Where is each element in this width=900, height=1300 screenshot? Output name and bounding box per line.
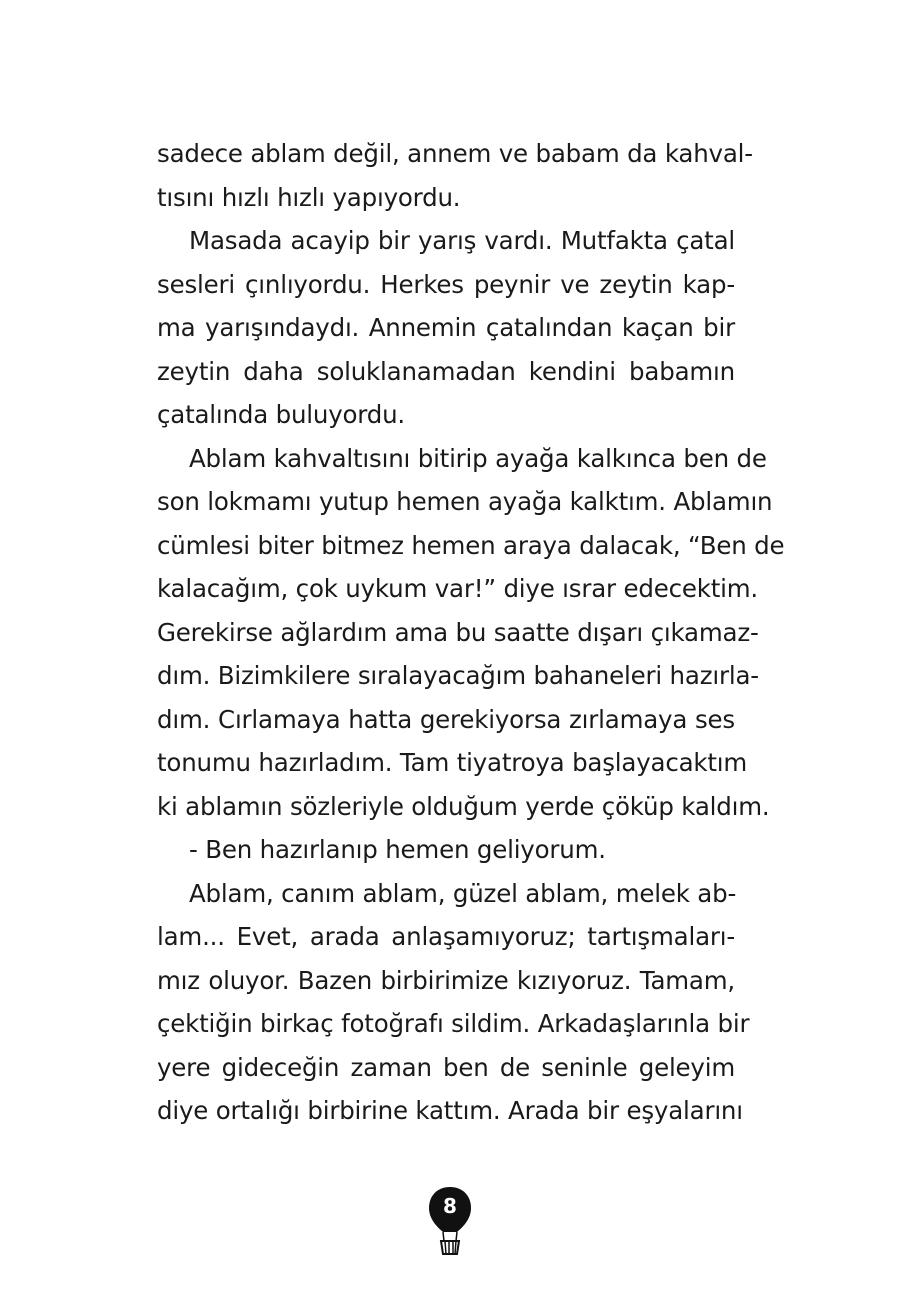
page-number-badge (428, 1186, 472, 1256)
text-line: Masada acayip bir yarış vardı. Mutfakta çatal (189, 226, 735, 255)
text-line: tonumu hazırladım. Tam tiyatroya başlayacaktım (157, 748, 748, 777)
text-line: dım. Cırlamaya hatta gerekiyorsa zırlamaya ses (157, 704, 735, 734)
text-line: kalacağım, çok uykum var!” diye ısrar edecektim. (157, 574, 758, 603)
text-line: zeytin daha soluklanamadan kendini babamın (157, 356, 735, 386)
text-line: son lokmamı yutup hemen ayağa kalktım. Ablamın (157, 487, 773, 516)
text-line: çatalında buluyordu. (157, 400, 406, 429)
text-line: Ablam kahvaltısını bitirip ayağa kalkınca ben de (189, 443, 767, 473)
page-number: 8 (443, 1194, 457, 1218)
text-line: sadece ablam değil, annem ve babam da kahval- (157, 139, 753, 168)
text-line: Gerekirse ağlardım ama bu saatte dışarı çıkamaz- (157, 617, 759, 647)
text-line: tısını hızlı hızlı yapıyordu. (157, 182, 461, 212)
text-line: cümlesi biter bitmez hemen araya dalacak, “Ben de (157, 530, 785, 560)
page-body-text (157, 132, 785, 1133)
text-line: sesleri çınlıyordu. Herkes peynir ve zeytin kap- (157, 269, 735, 299)
text-line: diye ortalığı birbirine kattım. Arada bir eşyalarını (157, 1096, 743, 1125)
text-line: dım. Bizimkilere sıralayacağım bahaneleri hazırla- (157, 661, 759, 690)
text-line: Ablam, canım ablam, güzel ablam, melek ab- (189, 878, 737, 908)
text-line: ki ablamın sözleriyle olduğum yerde çöküp kaldım. (157, 791, 770, 821)
text-line: ma yarışındaydı. Annemin çatalından kaçan bir (157, 313, 735, 342)
text-line: lam... Evet, arada anlaşamıyoruz; tartışmaları- (157, 922, 735, 951)
text-line: mız oluyor. Bazen birbirimize kızıyoruz. Tamam, (157, 965, 735, 995)
dialogue-line: - Ben hazırlanıp hemen geliyorum. (189, 835, 606, 864)
text-line: çektiğin birkaç fotoğrafı sildim. Arkadaşlarınla bir (157, 1009, 750, 1038)
text-line: yere gideceğin zaman ben de seninle geleyim (157, 1052, 735, 1082)
